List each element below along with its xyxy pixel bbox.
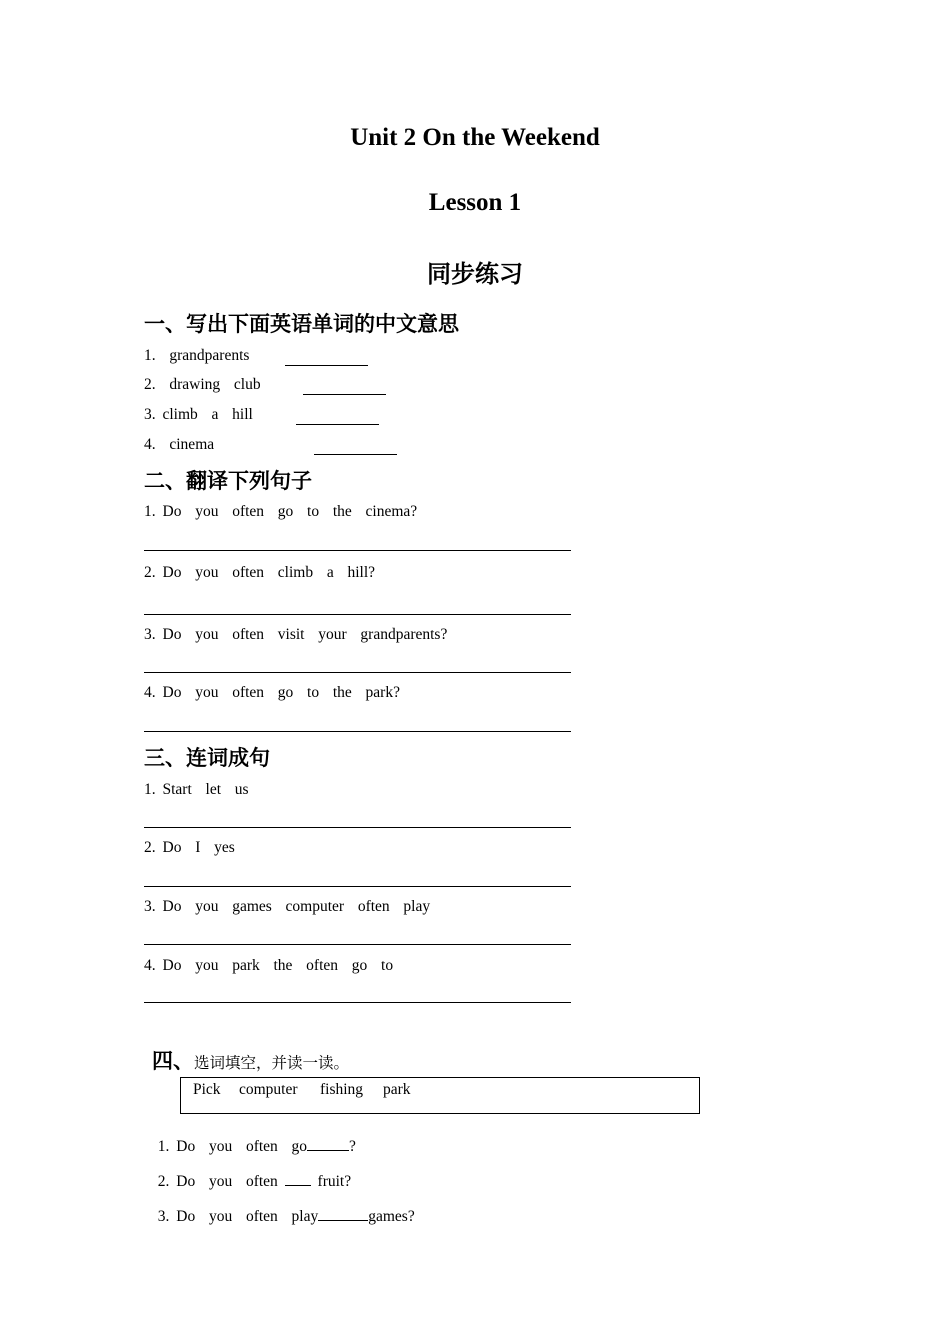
section2-item-3: 3. Do you often visit your grandparents? xyxy=(144,626,448,643)
section4-heading xyxy=(144,1027,349,1075)
section3-item-4: 4. Do you park the often go to xyxy=(144,957,394,974)
section2-item-2: 2. Do you often climb a hill? xyxy=(144,564,376,581)
section2-answer-line-4[interactable] xyxy=(144,731,571,732)
section3-heading: 三、连词成句 xyxy=(144,746,270,770)
exercise-subtitle: 同步练习 xyxy=(427,260,523,288)
section1-blank-4[interactable] xyxy=(314,454,397,455)
lesson-title: Lesson 1 xyxy=(428,189,522,216)
section1-item-3: 3. climb a hill xyxy=(144,406,253,423)
section4-item-2-end: fruit? xyxy=(310,1173,352,1190)
word-bank-word[interactable]: computer xyxy=(239,1081,298,1098)
section4-blank-1[interactable] xyxy=(307,1136,349,1151)
section1-heading: 一、写出下面英语单词的中文意思 xyxy=(144,312,459,336)
section1-item-2: 2. drawing club xyxy=(144,376,261,393)
word-bank-word[interactable]: fishing xyxy=(320,1081,364,1098)
section1-blank-1[interactable] xyxy=(285,365,368,366)
section2-answer-line-2[interactable] xyxy=(144,614,571,615)
section4-blank-2[interactable] xyxy=(285,1171,311,1186)
section4-item-2-text: 2. Do you often xyxy=(157,1173,285,1190)
section1-blank-2[interactable] xyxy=(303,394,386,395)
section2-item-4: 4. Do you often go to the park? xyxy=(144,684,400,701)
section4-item-3-text: 3. Do you often play xyxy=(157,1208,319,1225)
section4-item-1-end: ? xyxy=(349,1138,356,1155)
section4-blank-3[interactable] xyxy=(318,1206,368,1221)
section2-answer-line-1[interactable] xyxy=(144,550,571,551)
section3-answer-line-3[interactable] xyxy=(144,944,571,945)
section3-answer-line-2[interactable] xyxy=(144,886,571,887)
unit-title: Unit 2 On the Weekend xyxy=(350,124,600,151)
section2-heading: 二、翻译下列句子 xyxy=(144,469,312,493)
section4-label: 四、 xyxy=(152,1049,194,1073)
word-bank-box xyxy=(180,1077,700,1114)
section3-answer-line-4[interactable] xyxy=(144,1002,571,1003)
word-bank-word[interactable]: park xyxy=(383,1081,411,1098)
section4-item-3 xyxy=(144,1188,415,1226)
section4-instruction: 选词填空，并读一读。 xyxy=(194,1054,350,1072)
section2-answer-line-3[interactable] xyxy=(144,672,571,673)
section4-item-1 xyxy=(144,1118,356,1156)
section1-blank-3[interactable] xyxy=(296,424,379,425)
section4-item-3-end: games? xyxy=(368,1208,415,1225)
section4-item-1-text: 1. Do you often go xyxy=(157,1138,308,1155)
section1-item-4: 4. cinema xyxy=(144,436,215,453)
word-bank-word[interactable]: Pick xyxy=(193,1081,221,1098)
section3-item-2: 2. Do I yes xyxy=(144,839,235,856)
section3-answer-line-1[interactable] xyxy=(144,827,571,828)
section1-item-1: 1. grandparents xyxy=(144,347,250,364)
section3-item-3: 3. Do you games computer often play xyxy=(144,898,431,915)
section2-item-1: 1. Do you often go to the cinema? xyxy=(144,503,418,520)
section3-item-1: 1. Start let us xyxy=(144,781,249,798)
section4-item-2 xyxy=(144,1153,351,1191)
